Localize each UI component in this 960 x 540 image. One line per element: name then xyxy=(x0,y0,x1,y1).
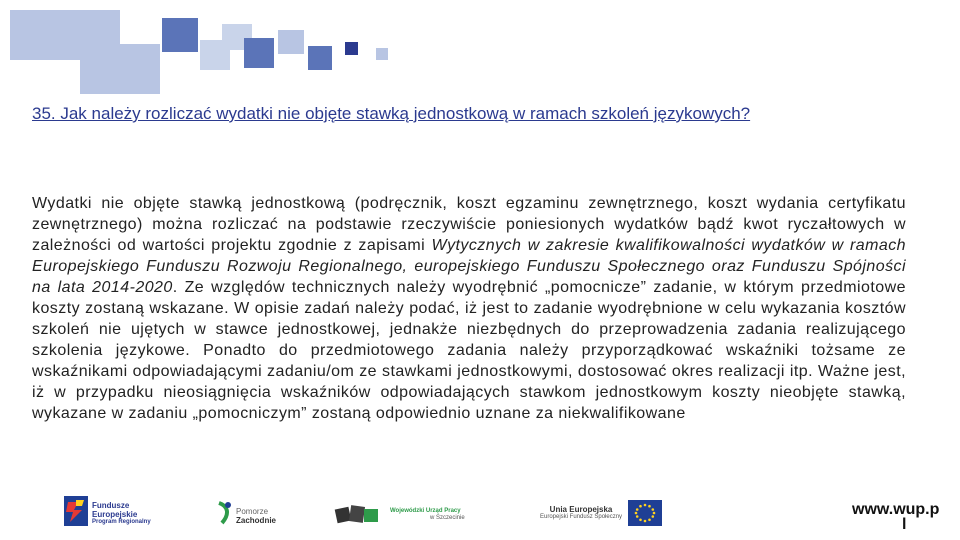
url-continuation: l xyxy=(902,516,907,533)
deco-square xyxy=(244,38,274,68)
fe-star-icon xyxy=(64,496,88,531)
wup-line1: Wojewódzki Urząd Pracy xyxy=(390,507,461,514)
page-title: 35. Jak należy rozliczać wydatki nie objęte stawką jednostkową w ramach szkoleń językowych? xyxy=(32,104,751,123)
website-url[interactable] xyxy=(846,502,960,532)
logo-wup xyxy=(334,500,465,529)
footer-logos xyxy=(0,490,960,540)
deco-square xyxy=(278,30,304,54)
deco-square xyxy=(345,42,358,55)
logo-pomorze-zachodnie xyxy=(216,500,276,531)
deco-square xyxy=(308,46,332,70)
logo-fundusze-europejskie xyxy=(64,496,151,531)
paragraph-italic-reference: Wytycznych w zakresie kwalifikowalności wydatków w ramach Europejskiego Funduszu Rozwoju Regionalnego, europejskiego Funduszu Społecznego oraz Funduszu Spójności na lata 2014-2020 xyxy=(32,237,906,296)
pomorze-icon xyxy=(216,500,234,531)
deco-square xyxy=(376,48,388,60)
eu-flag-icon xyxy=(628,500,662,526)
fe-line2: Europejskie xyxy=(92,510,138,519)
body-paragraph xyxy=(32,193,906,424)
pz-line1: Pomorze xyxy=(236,506,269,516)
pz-line2: Zachodnie xyxy=(236,515,277,525)
fe-line1: Fundusze xyxy=(92,501,130,510)
ue-line2: Europejski Fundusz Społeczny xyxy=(540,514,623,520)
paragraph-rest: . Ze względów technicznych należy wyodrębnić „pomocnicze” zadanie, w którym przedmiotowe koszty zostaną wskazane. W opisie zadań należy podać, iż jest to zadanie wyodrębnione w celu wykazania kosztów szkoleń nie ujętych w stawce jednostkowej, jednakże niezbędnych do przeprowadzenia zadania realizującego szkolenia językowe. Ponadto do przedmiotowego zadania należy przyporządkować wskaźniki tożsame ze wskaźnikami odpowiadającymi zadaniu/om ze stawkami jednostkowymi, dostosować okres realizacji itp. Ważne jest, iż w przypadku nieosiągnięcia wskaźników odpowiadających stawkom jednostkowym koszty nieobjęte stawką, wykazane w zadaniu „pomocniczym” zostaną odpowiednio uznane za niekwalifikowane xyxy=(32,279,906,422)
logo-unia-europejska xyxy=(540,500,662,526)
decorative-squares xyxy=(0,0,420,100)
wup-line2: w Szczecinie xyxy=(430,514,465,521)
url-main: www.wup.p xyxy=(852,501,940,518)
ue-line1: Unia Europejska xyxy=(549,505,613,514)
paragraph-intro: Wydatki nie objęte stawką jednostkową (podręcznik, koszt egzaminu zewnętrznego, koszt wydania certyfikatu zewnętrznego) można rozliczać na podstawie rzeczywiście poniesionych wydatków bądź kwot ryczałtowych w zależności od wartości projektu zgodnie z zapisami xyxy=(32,195,906,254)
wup-icon xyxy=(334,500,386,529)
fe-line3: Program Regionalny xyxy=(92,519,151,525)
deco-square xyxy=(80,44,160,94)
deco-square xyxy=(162,18,198,52)
